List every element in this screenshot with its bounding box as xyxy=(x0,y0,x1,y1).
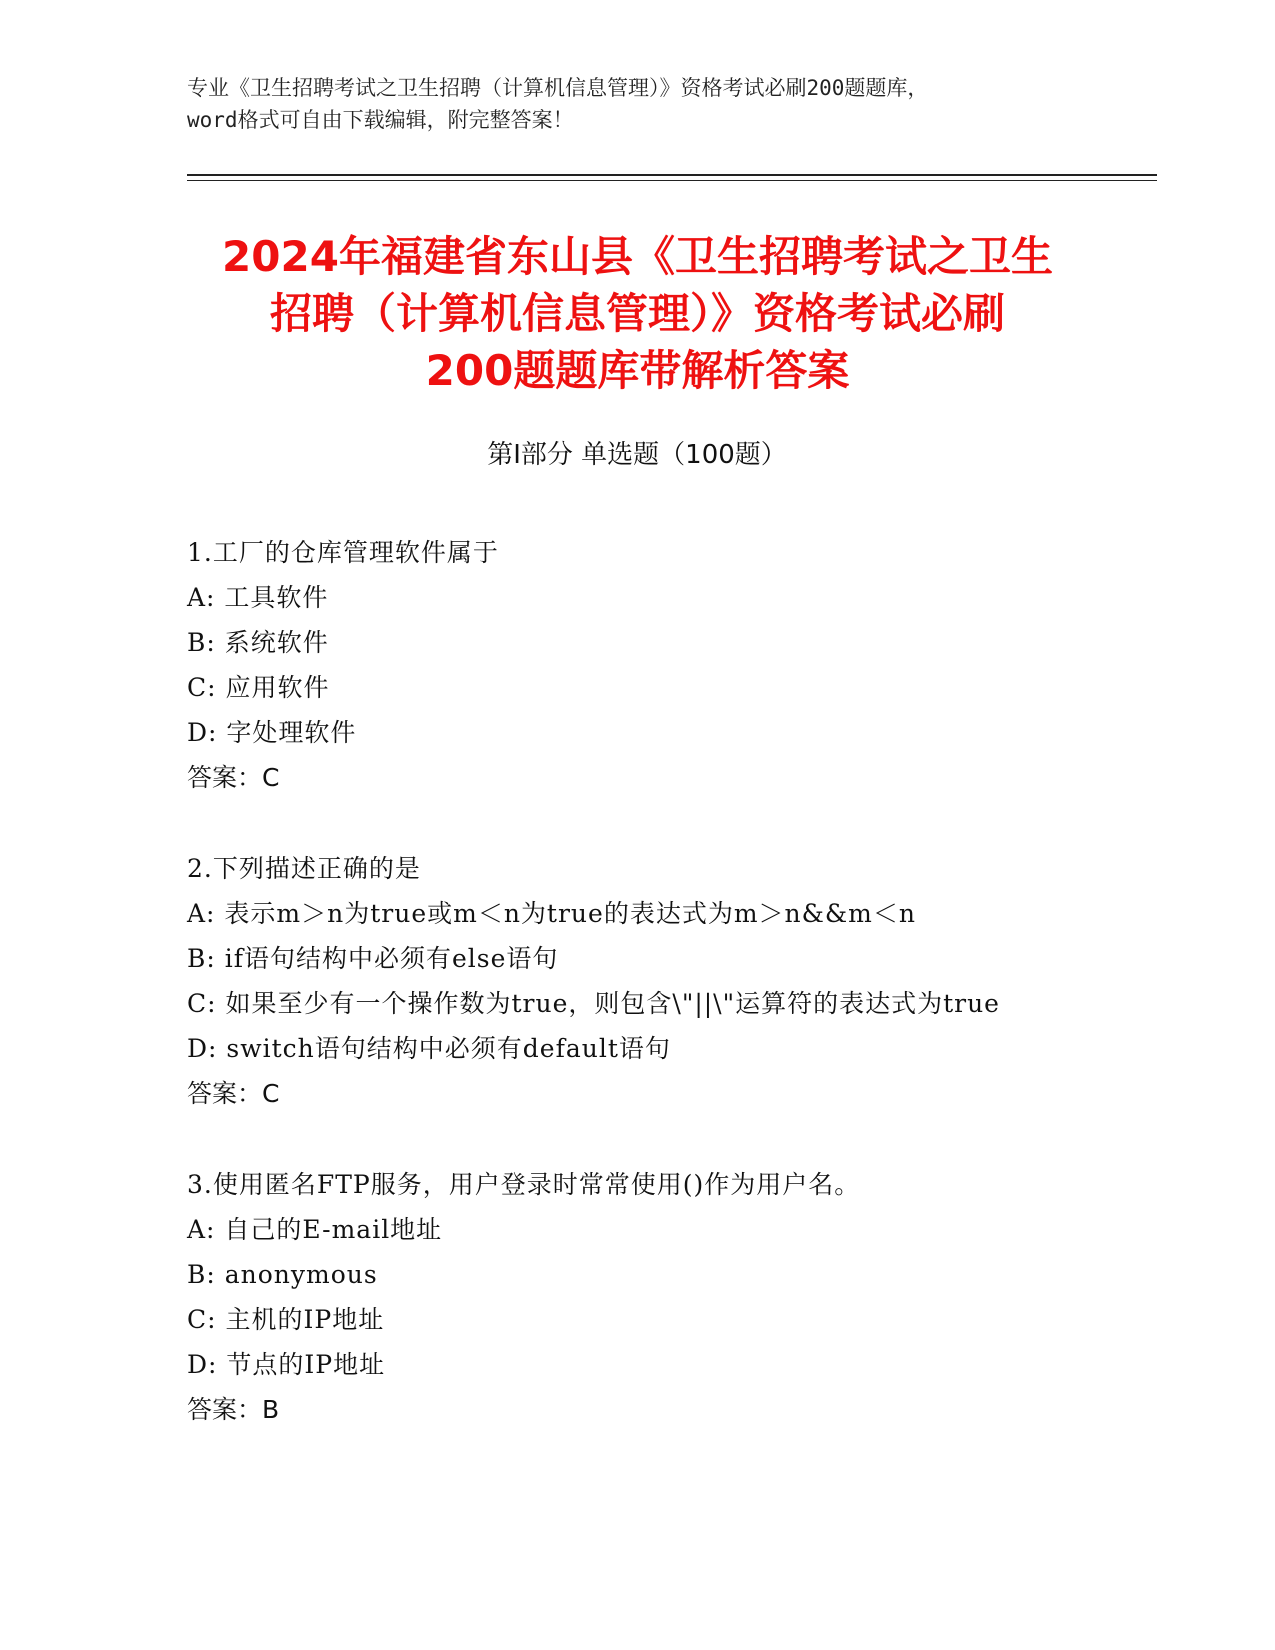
question-stem: 3.使用匿名FTP服务，用户登录时常常使用()作为用户名。 xyxy=(187,1170,861,1199)
answer: 答案：B xyxy=(187,1395,280,1424)
option-d: D: 节点的IP地址 xyxy=(187,1350,386,1379)
header-divider-thick xyxy=(187,174,1157,176)
document-title-line-1: 2024年福建省东山县《卫生招聘考试之卫生 xyxy=(222,232,1053,281)
option-b: B: anonymous xyxy=(187,1260,378,1289)
document-title-line-3: 200题题库带解析答案 xyxy=(425,346,850,395)
option-a: A: 工具软件 xyxy=(187,583,329,612)
header-note-line-1: 专业《卫生招聘考试之卫生招聘（计算机信息管理）》资格考试必刷200题题库， xyxy=(187,76,929,100)
question-stem: 1.工厂的仓库管理软件属于 xyxy=(187,538,499,567)
section-heading: 第Ⅰ部分 单选题（100题） xyxy=(487,440,787,470)
option-b: B: 系统软件 xyxy=(187,628,329,657)
option-a: A: 表示m＞n为true或m＜n为true的表达式为m＞n&&m＜n xyxy=(187,899,916,928)
question-1 xyxy=(187,530,1087,800)
option-d: D: 字处理软件 xyxy=(187,718,357,747)
option-d: D: switch语句结构中必须有default语句 xyxy=(187,1034,671,1063)
question-list xyxy=(187,530,1087,1478)
option-a: A: 自己的E-mail地址 xyxy=(187,1215,443,1244)
option-c: C: 如果至少有一个操作数为true，则包含\"||\"运算符的表达式为true xyxy=(187,989,1000,1018)
header-note xyxy=(187,72,1107,136)
header-divider-thin xyxy=(187,180,1157,181)
option-b: B: if语句结构中必须有else语句 xyxy=(187,944,559,973)
question-3 xyxy=(187,1162,1087,1432)
question-2 xyxy=(187,846,1087,1116)
document-title-line-2: 招聘（计算机信息管理）》资格考试必刷 xyxy=(269,289,1005,338)
answer: 答案：C xyxy=(187,763,280,792)
option-c: C: 主机的IP地址 xyxy=(187,1305,385,1334)
question-stem: 2.下列描述正确的是 xyxy=(187,854,421,883)
option-c: C: 应用软件 xyxy=(187,673,330,702)
header-note-line-2: word格式可自由下载编辑，附完整答案！ xyxy=(187,108,574,132)
answer: 答案：C xyxy=(187,1079,280,1108)
document-title xyxy=(150,228,1125,399)
